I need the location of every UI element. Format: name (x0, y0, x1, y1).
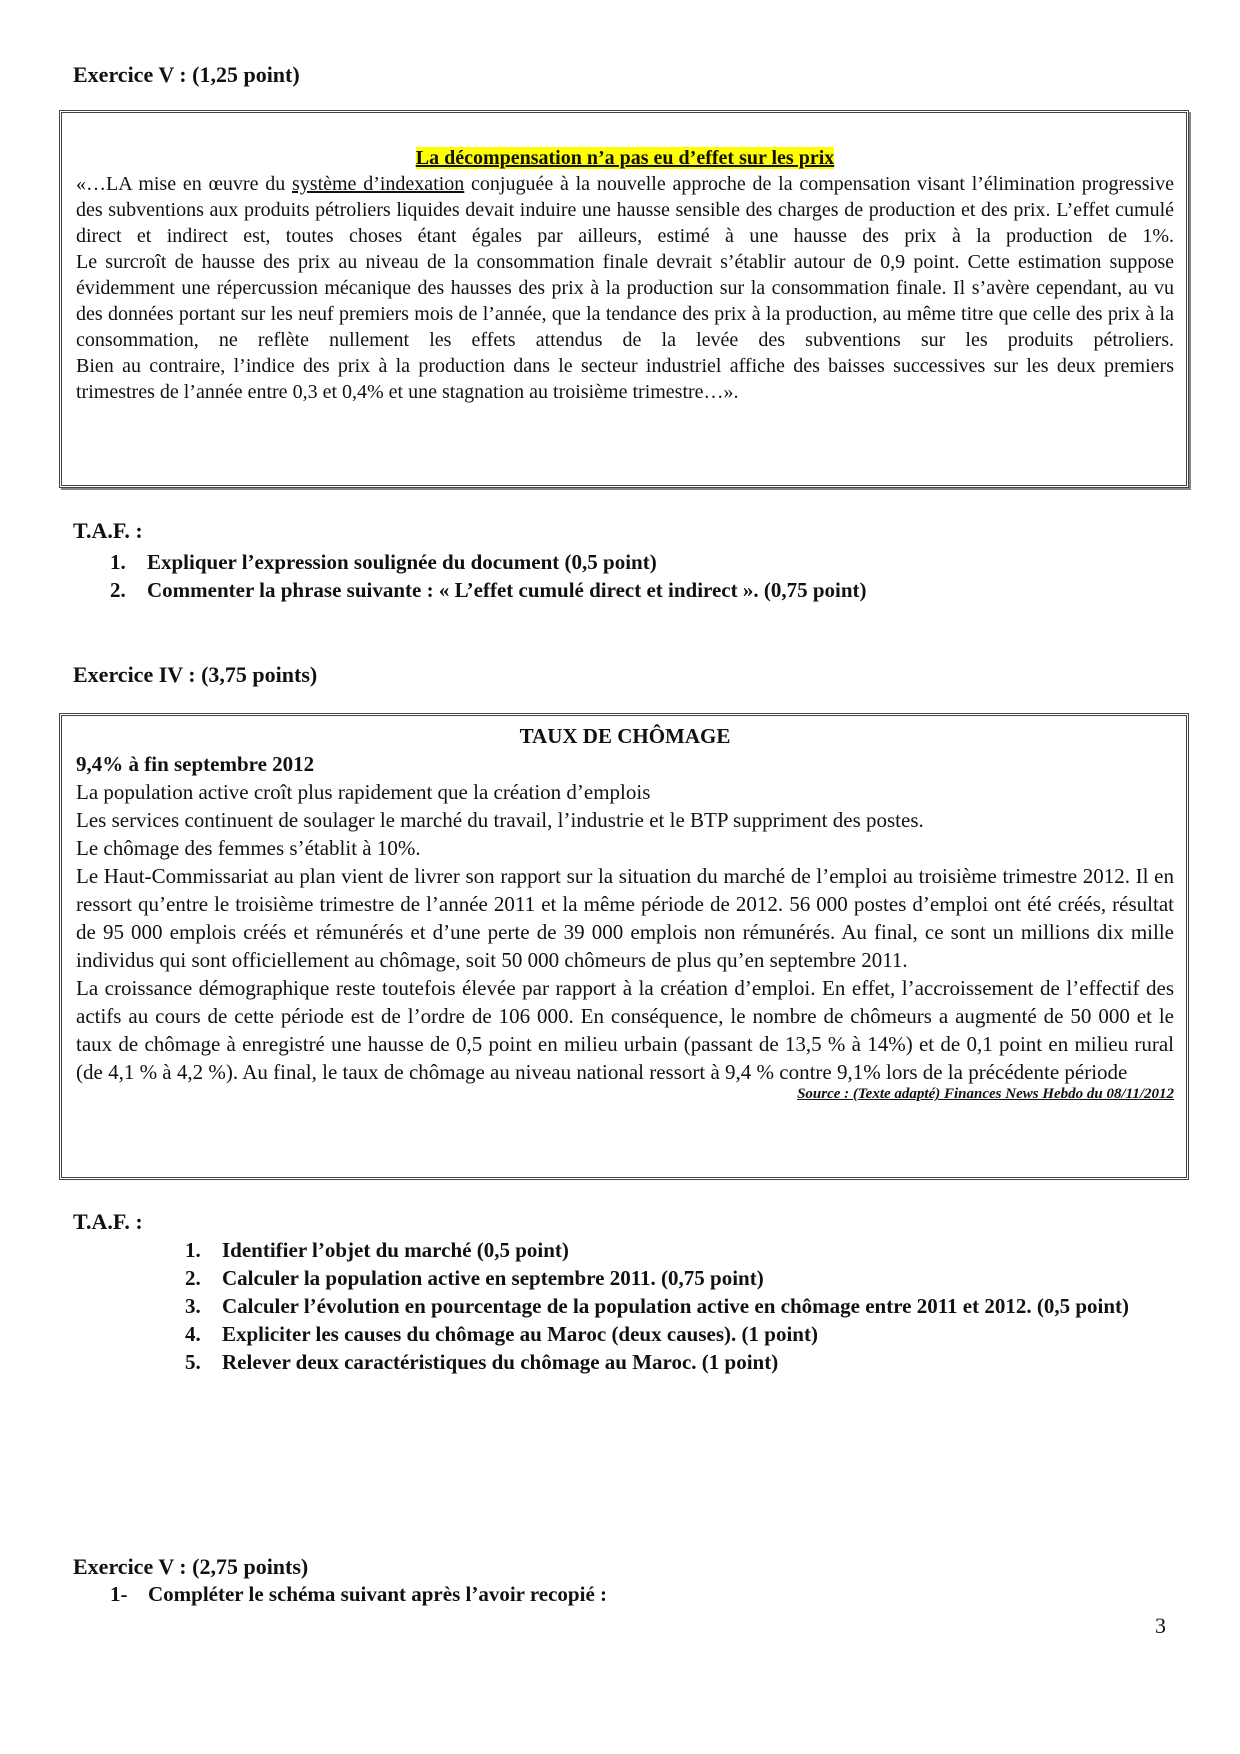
task-item: 2. Commenter la phrase suivante : « L’effet cumulé direct et indirect ». (0,75 point) (110, 578, 867, 602)
task-list (110, 548, 1190, 604)
task-item: 3. Calculer l’évolution en pourcentage de la population active en chômage entre 2011 et 2012. (0,5 point) (185, 1294, 1130, 1318)
summary-line: La population active croît plus rapidement que la création d’emplois (76, 780, 651, 804)
paragraph-1-start: «…LA mise en œuvre du (76, 173, 292, 195)
task-item: 1- Compléter le schéma suivant après l’avoir recopié : (110, 1582, 608, 1606)
document-box-decompensation (59, 110, 1189, 488)
task-item: 2. Calculer la population active en septembre 2011. (0,75 point) (185, 1266, 764, 1290)
document-box-chomage (59, 713, 1189, 1180)
underlined-expression: système d’indexation (292, 173, 465, 195)
highlighted-title: La décompensation n’a pas eu d’effet sur les prix (415, 147, 835, 169)
task-item: 4. Expliciter les causes du chômage au Maroc (deux causes). (1 point) (185, 1322, 818, 1346)
exercise-heading: Exercice V : (1,25 point) (73, 62, 300, 87)
exercise-heading: Exercice IV : (3,75 points) (73, 662, 318, 687)
task-item: 5. Relever deux caractéristiques du chômage au Maroc. (1 point) (185, 1350, 779, 1374)
taf-label: T.A.F. : (73, 518, 143, 543)
page-number: 3 (1155, 1613, 1166, 1638)
source-citation: Source : (Texte adapté) Finances News Hebdo du 08/11/2012 (797, 1086, 1174, 1102)
task-item: 1. Identifier l’objet du marché (0,5 point) (185, 1238, 569, 1262)
summary-line: Les services continuent de soulager le marché du travail, l’industrie et le BTP suppriment des postes. (76, 808, 924, 832)
exercise-heading: Exercice V : (2,75 points) (73, 1554, 309, 1579)
task-item: 1. Expliquer l’expression soulignée du document (0,5 point) (110, 550, 657, 574)
paragraph-1: Le Haut-Commissariat au plan vient de livrer son rapport sur la situation du marché de l’emploi au troisième trimestre 2012. Il en ressort qu’entre le troisième trimestre de l’année 2011 et la même période de 2012. 56 000 postes d’emploi ont été créés, résultat de 95 000 emplois créés et rémunérés et d’une perte de 39 000 emplois non rémunérés. Au final, ce sont un millions dix mille individus qui sont officiellement au chômage, soit 50 000 chômeurs de plus qu’en septembre 2011. (76, 864, 1174, 972)
document-subtitle: 9,4% à fin septembre 2012 (76, 752, 315, 776)
paragraph-2: Le surcroît de hausse des prix au niveau de la consommation finale devrait s’établir autour de 0,9 point. Cette estimation suppose évidemment une répercussion mécanique des hausses des prix à la production sur la consommation finale. Il s’avère cependant, au vu des données portant sur les neuf premiers mois de l’année, que la tendance des prix à la production, au même titre que celle des prix à la consommation, ne reflète nullement les effets attendus de la levée des subventions sur les produits pétroliers. (76, 251, 1174, 351)
summary-line: Le chômage des femmes s’établit à 10%. (76, 836, 421, 860)
paragraph-2: La croissance démographique reste toutefois élevée par rapport à la création d’emploi. En effet, l’accroissement de l’effectif des actifs au cours de cette période est de l’ordre de 106 000. En conséquence, le nombre de chômeurs a augmenté de 50 000 et le taux de chômage à enregistré une hausse de 0,5 point en milieu urbain (passant de 13,5 % à 14%) et de 0,1 point en milieu rural (de 4,1 % à 4,2 %). Au final, le taux de chômage au niveau national ressort à 9,4 % contre 9,1% lors de la précédente période (76, 976, 1174, 1084)
paragraph-1 (76, 171, 1174, 249)
paragraph-3: Bien au contraire, l’indice des prix à la production dans le secteur industriel affiche des baisses successives sur les deux premiers trimestres de l’année entre 0,3 et 0,4% et une stagnation au troisième trimestre…». (76, 355, 1174, 403)
task-list (185, 1236, 1135, 1376)
taf-label: T.A.F. : (73, 1209, 143, 1234)
document-title (76, 145, 1174, 171)
document-title: TAUX DE CHÔMAGE (519, 724, 731, 748)
paragraph-1-end: conjuguée à la nouvelle approche de la compensation visant l’élimination progressive des subventions aux produits pétroliers liquides devait induire une hausse sensible des charges de production et des prix. L’effet cumulé direct et indirect est, toutes choses étant égales par ailleurs, estimé à une hausse des prix à la production de 1%. (76, 173, 1174, 247)
